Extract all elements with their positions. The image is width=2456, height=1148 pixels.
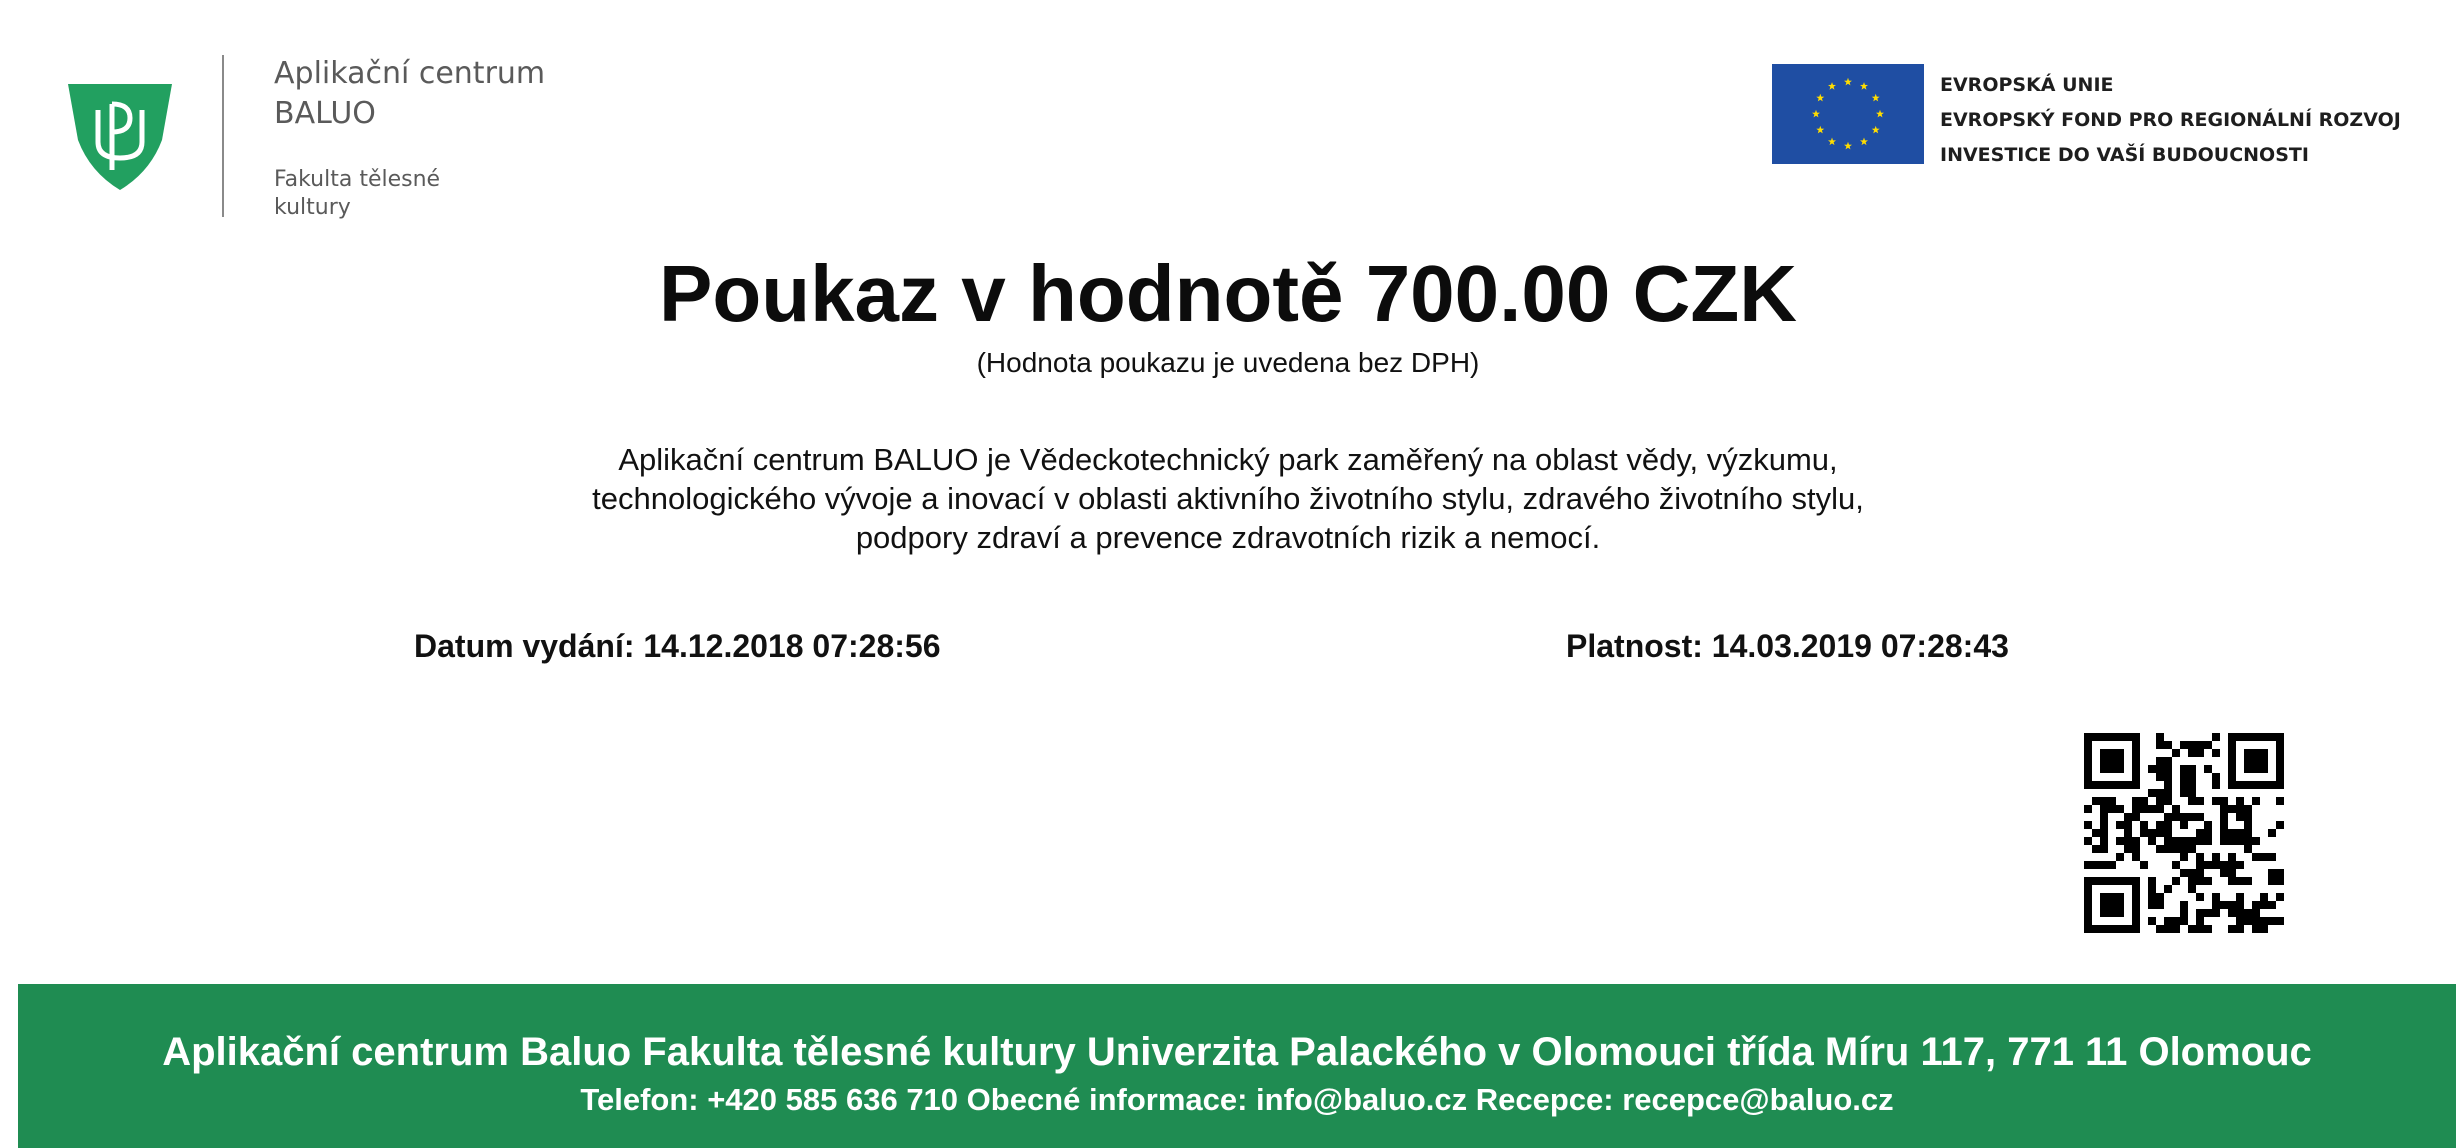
eu-line3: INVESTICE DO VAŠÍ BUDOUCNOSTI [1940, 144, 2309, 166]
org-name-line1: Aplikační centrum [274, 56, 546, 91]
faculty-name [274, 166, 440, 222]
issue-date: Datum vydání: 14.12.2018 07:28:56 [414, 628, 941, 664]
validity-date: Platnost: 14.03.2019 07:28:43 [1566, 628, 2009, 664]
footer-address: Aplikační centrum Baluo Fakulta tělesné kultury Univerzita Palackého v Olomouci třída Míru 117, 771 11 Olomouc [162, 1030, 2312, 1074]
eu-flag-icon [1772, 64, 1924, 164]
eu-line2: EVROPSKÝ FOND PRO REGIONÁLNÍ ROZVOJ [1940, 109, 2401, 131]
logo-divider [222, 55, 224, 217]
footer-contact: Telefon: +420 585 636 710 Obecné informace: info@baluo.cz Recepce: recepce@baluo.cz [580, 1082, 1894, 1117]
eu-text [1940, 68, 2401, 173]
qr-code-icon [2084, 733, 2284, 933]
org-name [274, 54, 545, 134]
org-name-line2: BALUO [274, 96, 376, 131]
footer [18, 984, 2456, 1148]
university-shield-logo-icon [68, 80, 172, 192]
faculty-line2: kultury [274, 195, 351, 220]
voucher-description: Aplikační centrum BALUO je Vědeckotechnický park zaměřený na oblast vědy, výzkumu, technologického vývoje a inovací v oblasti aktivního životního stylu, zdravého životního stylu, podpory zdraví a prevence zdravotních rizik a nemocí. [592, 442, 1864, 555]
voucher-title: Poukaz v hodnotě 700.00 CZK [658, 249, 1798, 338]
eu-line1: EVROPSKÁ UNIE [1940, 74, 2114, 96]
faculty-line1: Fakulta tělesné [274, 167, 441, 192]
voucher-subtitle: (Hodnota poukazu je uvedena bez DPH) [976, 347, 1480, 378]
